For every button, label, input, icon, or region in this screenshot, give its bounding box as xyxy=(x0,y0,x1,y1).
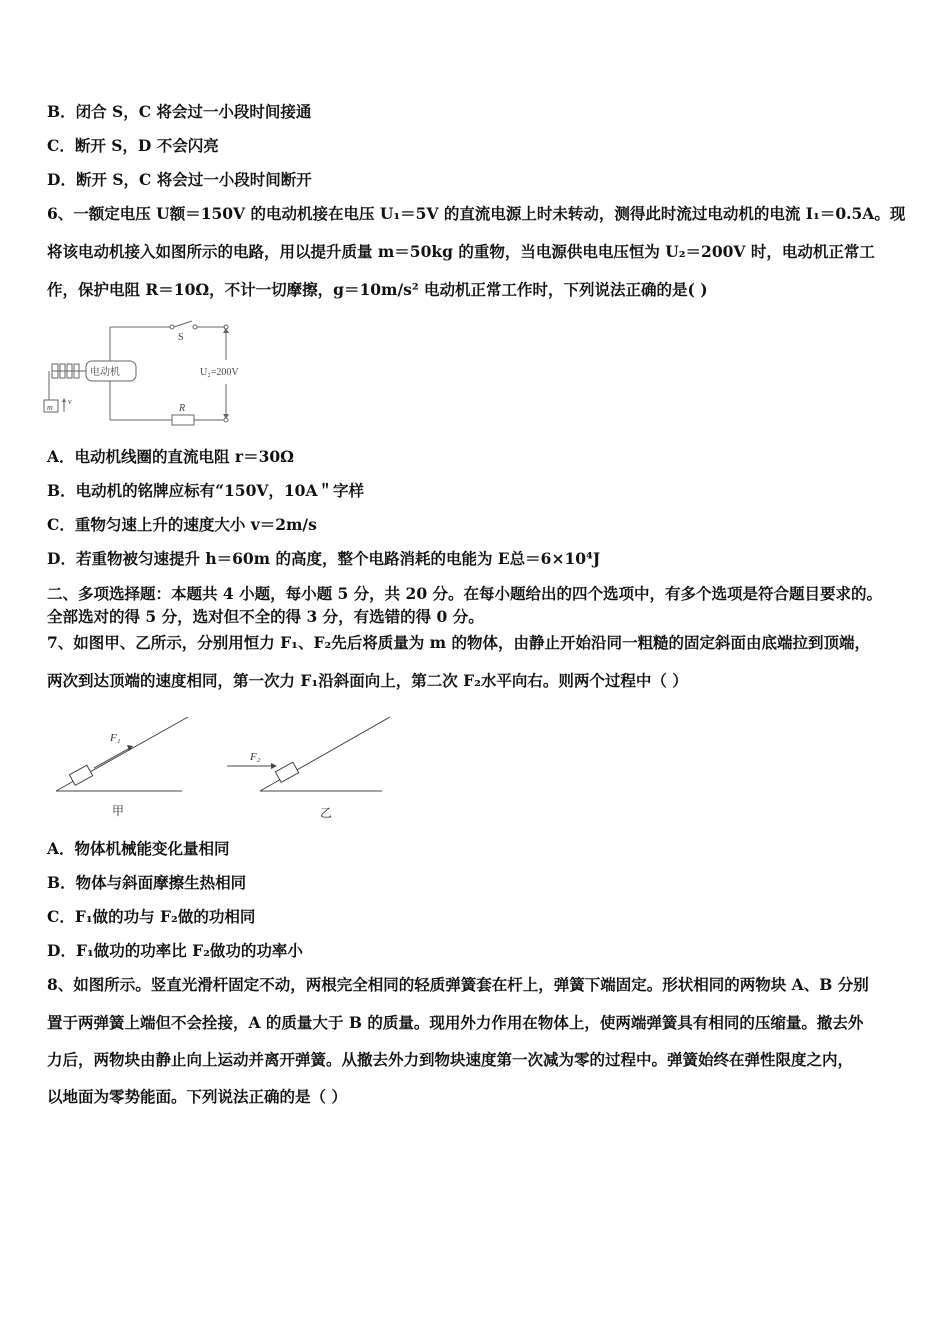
q6-option-b: B．电动机的铭牌应标有“150V，10A＂字样 xyxy=(47,481,364,500)
figure-label-yi: 乙 xyxy=(320,806,333,820)
motor-label: 电动机 xyxy=(90,367,120,378)
voltage-label: U₂=200V xyxy=(200,367,239,378)
section2-heading-line2: 全部选对的得 5 分，选对但不全的得 3 分，有选错的得 0 分。 xyxy=(47,607,484,626)
q6-stem-line3: 作，保护电阻 R＝10Ω，不计一切摩擦，g＝10m/s² 电动机正常工作时，下列说法正确的是( ) xyxy=(47,280,708,299)
q7-option-c: C．F₁做的功与 F₂做的功相同 xyxy=(47,907,256,926)
q7-option-b: B．物体与斜面摩擦生热相同 xyxy=(47,873,247,892)
q5-option-d: D．断开 S，C 将会过一小段时间断开 xyxy=(47,170,312,189)
q8-stem-line4: 以地面为零势能面。下列说法正确的是（ ） xyxy=(47,1087,347,1106)
q7-option-a: A．物体机械能变化量相同 xyxy=(47,839,230,858)
q7-option-d: D．F₁做功的功率比 F₂做功的功率小 xyxy=(47,941,303,960)
q6-option-c: C．重物匀速上升的速度大小 v＝2m/s xyxy=(47,515,317,534)
velocity-label: v xyxy=(68,397,72,406)
mass-label: m xyxy=(47,403,53,412)
force1-label: F₁ xyxy=(110,732,121,744)
q6-stem-line2: 将该电动机接入如图所示的电路，用以提升质量 m＝50kg 的重物，当电源供电电压恒为 U₂＝200V 时，电动机正常工 xyxy=(47,242,875,261)
q6-stem-line1: 6、一额定电压 U额＝150V 的电动机接在电压 U₁＝5V 的直流电源上时未转动，测得此时流过电动机的电流 I₁＝0.5A。现 xyxy=(47,204,906,223)
resistor-label: R xyxy=(179,403,186,414)
force2-label: F₂ xyxy=(250,751,261,763)
q5-option-c: C．断开 S，D 不会闪亮 xyxy=(47,136,219,155)
q6-option-d: D．若重物被匀速提升 h＝60m 的高度，整个电路消耗的电能为 E总＝6×10⁴J xyxy=(47,549,601,568)
q7-stem-line1: 7、如图甲、乙所示，分别用恒力 F₁、F₂先后将质量为 m 的物体，由静止开始沿同一粗糙的固定斜面由底端拉到顶端， xyxy=(47,633,870,652)
q7-stem-line2: 两次到达顶端的速度相同，第一次力 F₁沿斜面向上，第二次 F₂水平向右。则两个过程中（ ） xyxy=(47,671,688,690)
q8-stem-line3: 力后，两物块由静止向上运动并离开弹簧。从撤去外力到物块速度第一次减为零的过程中。弹簧始终在弹性限度之内， xyxy=(47,1050,854,1069)
figure-label-jia: 甲 xyxy=(112,804,125,818)
q5-option-b: B．闭合 S，C 将会过一小段时间接通 xyxy=(47,102,312,121)
q6-option-a: A．电动机线圈的直流电阻 r＝30Ω xyxy=(47,447,294,466)
q8-stem-line2: 置于两弹簧上端但不会拴接，A 的质量大于 B 的质量。现用外力作用在物体上，使两端弹簧具有相同的压缩量。撤去外 xyxy=(47,1013,864,1032)
section2-heading-line1: 二、多项选择题：本题共 4 小题，每小题 5 分，共 20 分。在每小题给出的四个选项中，有多个选项是符合题目要求的。 xyxy=(47,584,883,603)
circuit-diagram xyxy=(40,318,270,428)
q8-stem-line1: 8、如图所示。竖直光滑杆固定不动，两根完全相同的轻质弹簧套在杆上，弹簧下端固定。形状相同的两物块 A、B 分别 xyxy=(47,975,869,994)
incline-diagram xyxy=(50,708,400,823)
switch-label: S xyxy=(178,332,184,343)
